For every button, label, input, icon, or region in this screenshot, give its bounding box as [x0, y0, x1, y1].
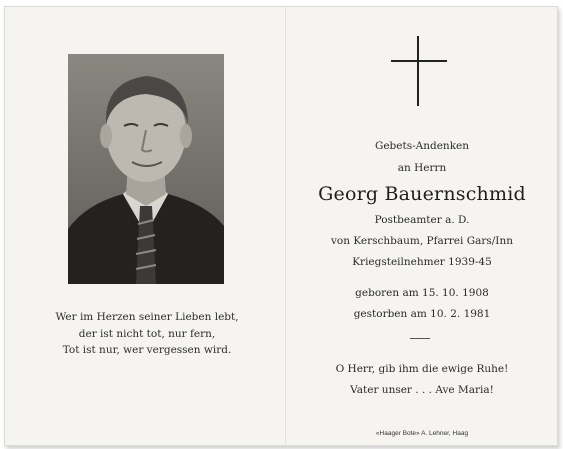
portrait-photo	[68, 54, 224, 284]
birth-date: geboren am 15. 10. 1908	[355, 287, 489, 299]
poem-line: der ist nicht tot, nur fern,	[78, 327, 216, 340]
printer-credit: «Haager Bote» A. Lehner, Haag	[375, 430, 469, 437]
portrait-illustration	[68, 54, 224, 284]
profession: Postbeamter a. D.	[374, 214, 470, 226]
heading: Gebets-Andenken	[374, 140, 470, 152]
cross-icon	[391, 36, 447, 106]
death-date: gestorben am 10. 2. 1981	[353, 308, 491, 320]
prayer-line-2: Vater unser . . . Ave Maria!	[350, 384, 494, 396]
military-service: Kriegsteilnehmer 1939-45	[352, 256, 492, 268]
left-panel	[5, 7, 285, 445]
subheading: an Herrn	[397, 162, 447, 174]
prayer-line-1: O Herr, gib ihm die ewige Ruhe!	[335, 363, 509, 375]
divider	[410, 338, 430, 339]
poem-line: Tot ist nur, wer vergessen wird.	[62, 344, 232, 356]
poem-line: Wer im Herzen seiner Lieben lebt,	[55, 311, 239, 323]
right-panel	[287, 7, 557, 445]
deceased-name: Georg Bauernschmid	[318, 183, 526, 205]
memorial-poem	[27, 309, 267, 359]
prayer-card	[4, 6, 558, 446]
origin: von Kerschbaum, Pfarrei Gars/Inn	[331, 235, 513, 247]
